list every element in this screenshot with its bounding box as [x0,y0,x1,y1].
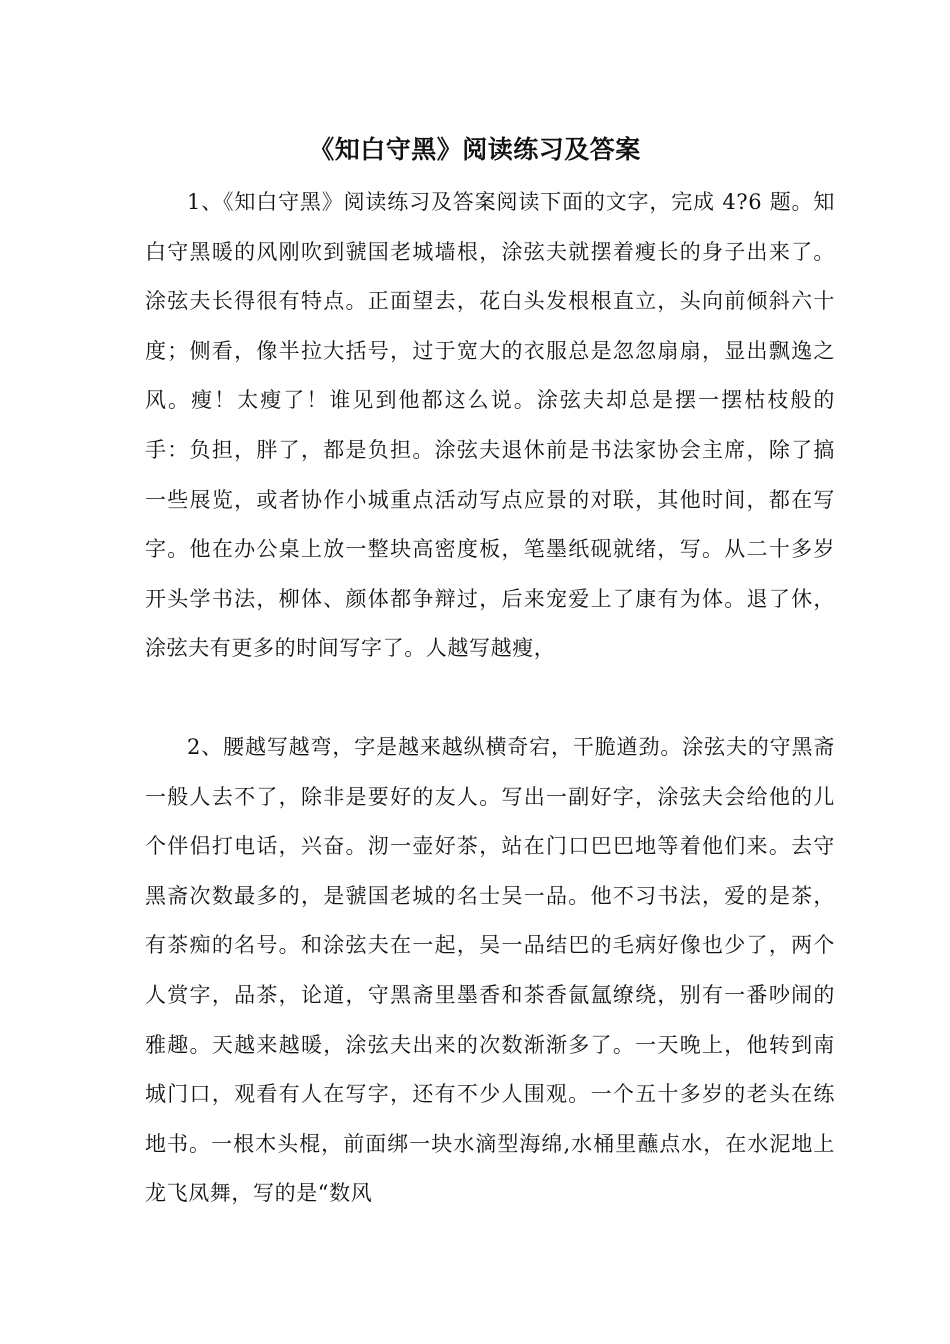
document-title: 《知白守黑》阅读练习及答案 [309,135,641,164]
paragraph-2: 2、腰越写越弯，字是越来越纵横奇宕，干脆遒劲。涂弦夫的守黑斋一般人去不了，除非是要好的友人。写出一副好字，涂弦夫会给他的儿个伴侣打电话，兴奋。沏一壶好茶，站在门口巴巴地等着他们来。去守黑斋次数最多的，是虢国老城的名士吴一品。他不习书法，爱的是茶，有茶痴的名号。和涂弦夫在一起，吴一品结巴的毛病好像也少了，两个人赏字，品茶，论道，守黑斋里墨香和茶香氤氲缭绕，别有一番吵闹的雅趣。天越来越暖，涂弦夫出来的次数渐渐多了。一天晚上，他转到南城门口，观看有人在写字，还有不少人围观。一个五十多岁的老头在练地书。一根木头棍，前面绑一块水滴型海绵,水桶里蘸点水，在水泥地上龙飞凤舞，写的是“数风 [145,735,835,1206]
paragraph-1: 1、《知白守黑》阅读练习及答案阅读下面的文字，完成 4?6 题。知白守黑暖的风刚吹到虢国老城墙根，涂弦夫就摆着瘦长的身子出来了。涂弦夫长得很有特点。正面望去，花白头发根根直立，头向前倾斜六十度；侧看，像半拉大括号，过于宽大的衣服总是忽忽扇扇，显出飘逸之风。瘦！太瘦了！谁见到他都这么说。涂弦夫却总是摆一摆枯枝般的手：负担，胖了，都是负担。涂弦夫退休前是书法家协会主席，除了搞一些展览，或者协作小城重点活动写点应景的对联，其他时间，都在写字。他在办公桌上放一整块高密度板，笔墨纸砚就绪，写。从二十多岁开头学书法，柳体、颜体都争辩过，后来宠爱上了康有为体。退了休，涂弦夫有更多的时间写字了。人越写越瘦， [145,190,835,661]
